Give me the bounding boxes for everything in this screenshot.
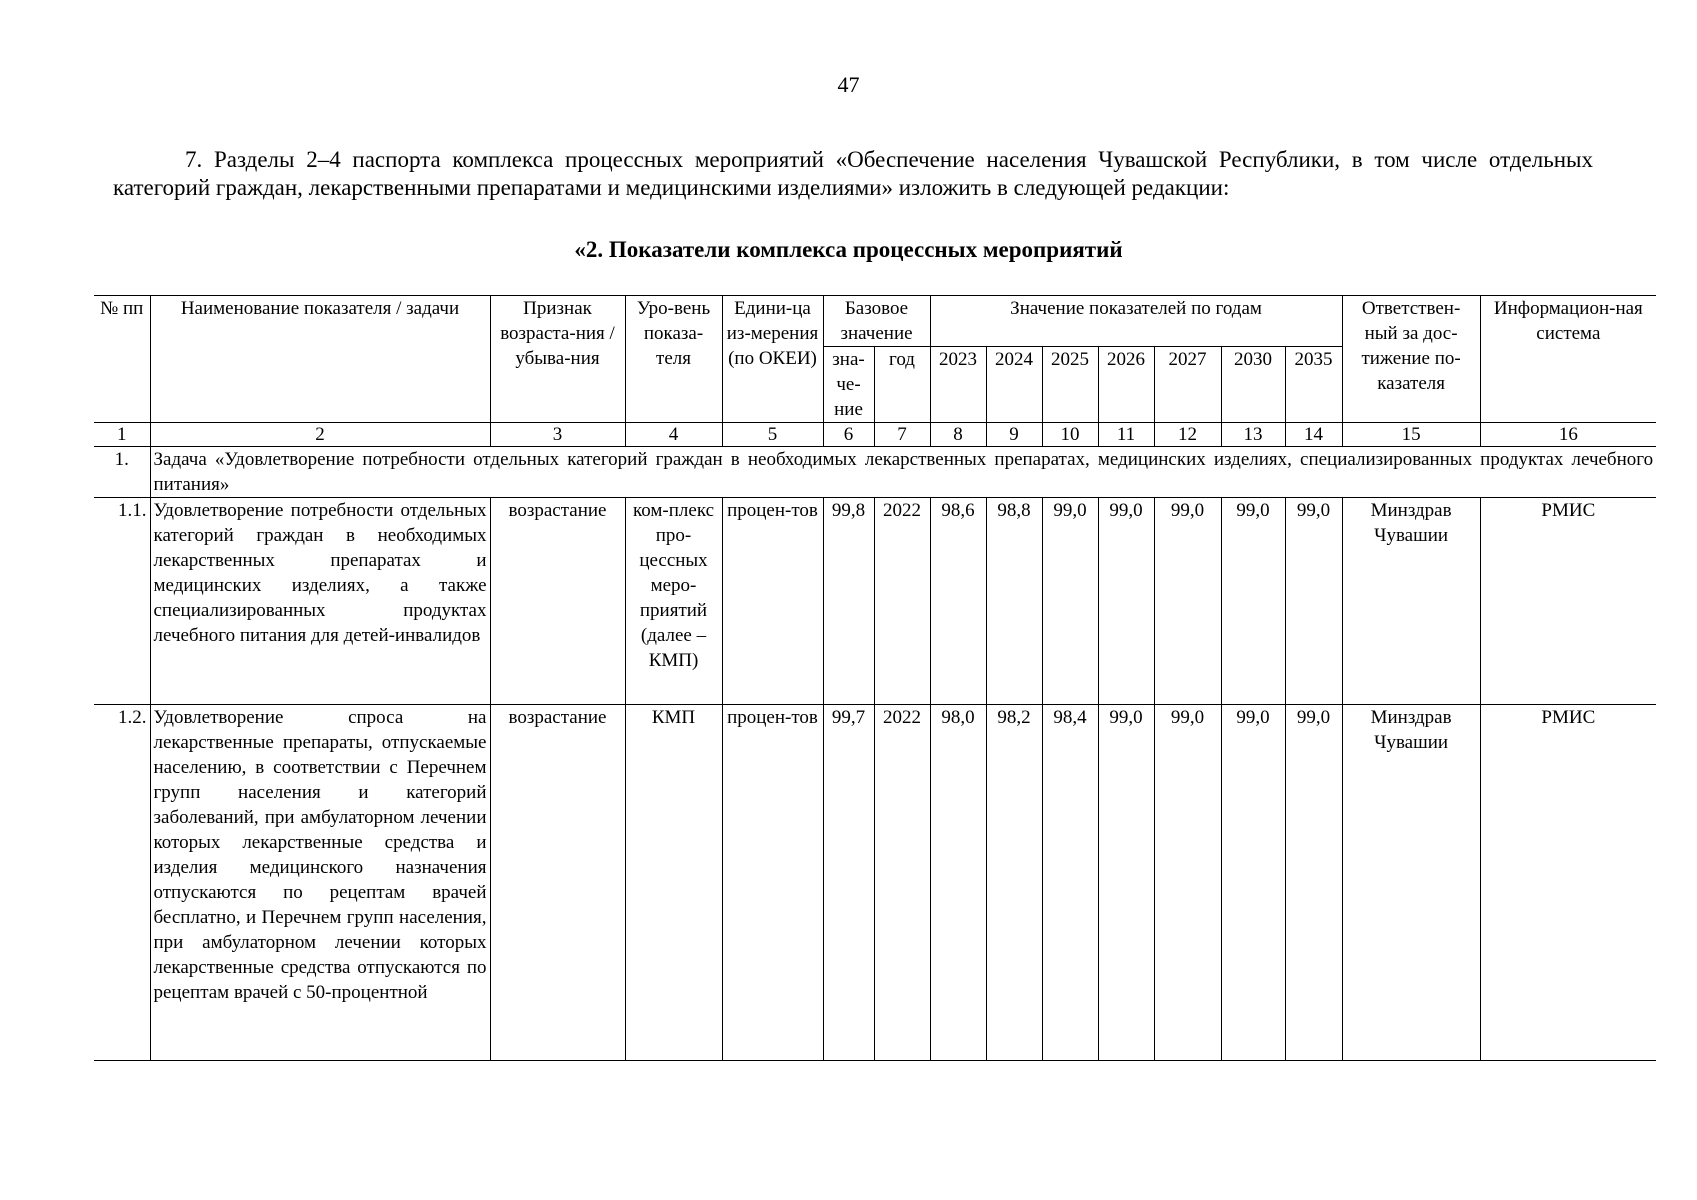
- column-number: 3: [490, 423, 625, 447]
- column-number: 1: [94, 423, 150, 447]
- row-value: 99,0: [1098, 498, 1154, 705]
- header-years-group: Значение показателей по годам: [930, 296, 1342, 347]
- row-sign: возрастание: [490, 705, 625, 1061]
- intro-paragraph: 7. Разделы 2–4 паспорта комплекса процессных мероприятий «Обеспечение населения Чувашской Республики, в том числе отдельных категорий граждан, лекарственными препаратами и медицинскими изделиями» изложить в следующей редакции:: [113, 147, 1593, 200]
- row-num: 1.2.: [94, 705, 150, 1061]
- row-value: 98,2: [986, 705, 1042, 1061]
- row-unit: процен-тов: [722, 498, 823, 705]
- header-year: 2030: [1221, 347, 1285, 423]
- row-level: ком-плекс про-цессных меро-приятий (далее – КМП): [625, 498, 722, 705]
- column-number: 13: [1221, 423, 1285, 447]
- row-value: 99,0: [1221, 705, 1285, 1061]
- row-value: 98,4: [1042, 705, 1098, 1061]
- header-year: 2026: [1098, 347, 1154, 423]
- header-name: Наименование показателя / задачи: [150, 296, 490, 423]
- column-number: 8: [930, 423, 986, 447]
- column-number: 5: [722, 423, 823, 447]
- table-row: [94, 498, 1656, 705]
- column-number: 12: [1154, 423, 1221, 447]
- column-number: 9: [986, 423, 1042, 447]
- row-num: 1.1.: [94, 498, 150, 705]
- header-unit: Едини-ца из-мерения (по ОКЕИ): [722, 296, 823, 423]
- header-info-system: Информацион-ная система: [1480, 296, 1656, 423]
- row-value: 98,8: [986, 498, 1042, 705]
- table-row: [94, 705, 1656, 1061]
- row-unit: процен-тов: [722, 705, 823, 1061]
- column-number: 10: [1042, 423, 1098, 447]
- header-base-value: зна-че-ние: [823, 347, 874, 423]
- page-number: 47: [837, 72, 860, 97]
- header-num: № пп: [94, 296, 150, 423]
- header-level: Уро-вень показа-теля: [625, 296, 722, 423]
- row-value: 99,0: [1285, 705, 1342, 1061]
- row-level: КМП: [625, 705, 722, 1061]
- header-responsible: Ответствен-ный за дос-тижение по-казателя: [1342, 296, 1480, 423]
- column-number: 16: [1480, 423, 1656, 447]
- section-title: «2. Показатели комплекса процессных мероприятий: [574, 237, 1123, 262]
- row-value: 99,0: [1042, 498, 1098, 705]
- row-base-value: 99,8: [823, 498, 874, 705]
- row-value: 99,0: [1154, 498, 1221, 705]
- row-value: 98,6: [930, 498, 986, 705]
- row-value: 99,0: [1098, 705, 1154, 1061]
- header-row-1: [94, 296, 1656, 347]
- column-number: 7: [874, 423, 930, 447]
- row-info-system: РМИС: [1480, 705, 1656, 1061]
- header-year: 2027: [1154, 347, 1221, 423]
- row-value: 99,0: [1154, 705, 1221, 1061]
- header-sign: Признак возраста-ния /убыва-ния: [490, 296, 625, 423]
- row-value: 99,0: [1285, 498, 1342, 705]
- header-year: 2035: [1285, 347, 1342, 423]
- task-num: 1.: [94, 447, 150, 498]
- row-base-value: 99,7: [823, 705, 874, 1061]
- row-sign: возрастание: [490, 498, 625, 705]
- header-year: 2025: [1042, 347, 1098, 423]
- column-number: 14: [1285, 423, 1342, 447]
- header-year: 2023: [930, 347, 986, 423]
- row-responsible: Минздрав Чувашии: [1342, 498, 1480, 705]
- row-responsible: Минздрав Чувашии: [1342, 705, 1480, 1061]
- task-text: Задача «Удовлетворение потребности отдельных категорий граждан в необходимых лекарственных препаратах, медицинских изделиях, специализированных продуктах лечебного питания»: [150, 447, 1656, 498]
- column-number: 15: [1342, 423, 1480, 447]
- row-value: 99,0: [1221, 498, 1285, 705]
- row-name: Удовлетворение потребности отдельных категорий граждан в необходимых лекарственных препаратах и медицинских изделиях, а также специализированных продуктах лечебного питания для детей-инвалидов: [150, 498, 490, 705]
- column-number: 11: [1098, 423, 1154, 447]
- row-value: 98,0: [930, 705, 986, 1061]
- header-year: 2024: [986, 347, 1042, 423]
- row-base-year: 2022: [874, 705, 930, 1061]
- column-number-row: [94, 423, 1656, 447]
- row-name: Удовлетворение спроса на лекарственные препараты, отпускаемые населению, в соответствии с Перечнем групп населения и категорий заболеваний, при амбулаторном лечении которых лекарственные средства и изделия медицинского назначения отпускаются по рецептам врачей бесплатно, и Перечнем групп населения, при амбулаторном лечении которых лекарственные средства отпускаются по рецептам врачей с 50-процентной: [150, 705, 490, 1061]
- header-base-year: год: [874, 347, 930, 423]
- column-number: 4: [625, 423, 722, 447]
- header-base: Базовое значение: [823, 296, 930, 347]
- column-number: 2: [150, 423, 490, 447]
- row-info-system: РМИС: [1480, 498, 1656, 705]
- task-row: [94, 447, 1656, 498]
- row-base-year: 2022: [874, 498, 930, 705]
- column-number: 6: [823, 423, 874, 447]
- indicators-table: [94, 295, 1656, 1061]
